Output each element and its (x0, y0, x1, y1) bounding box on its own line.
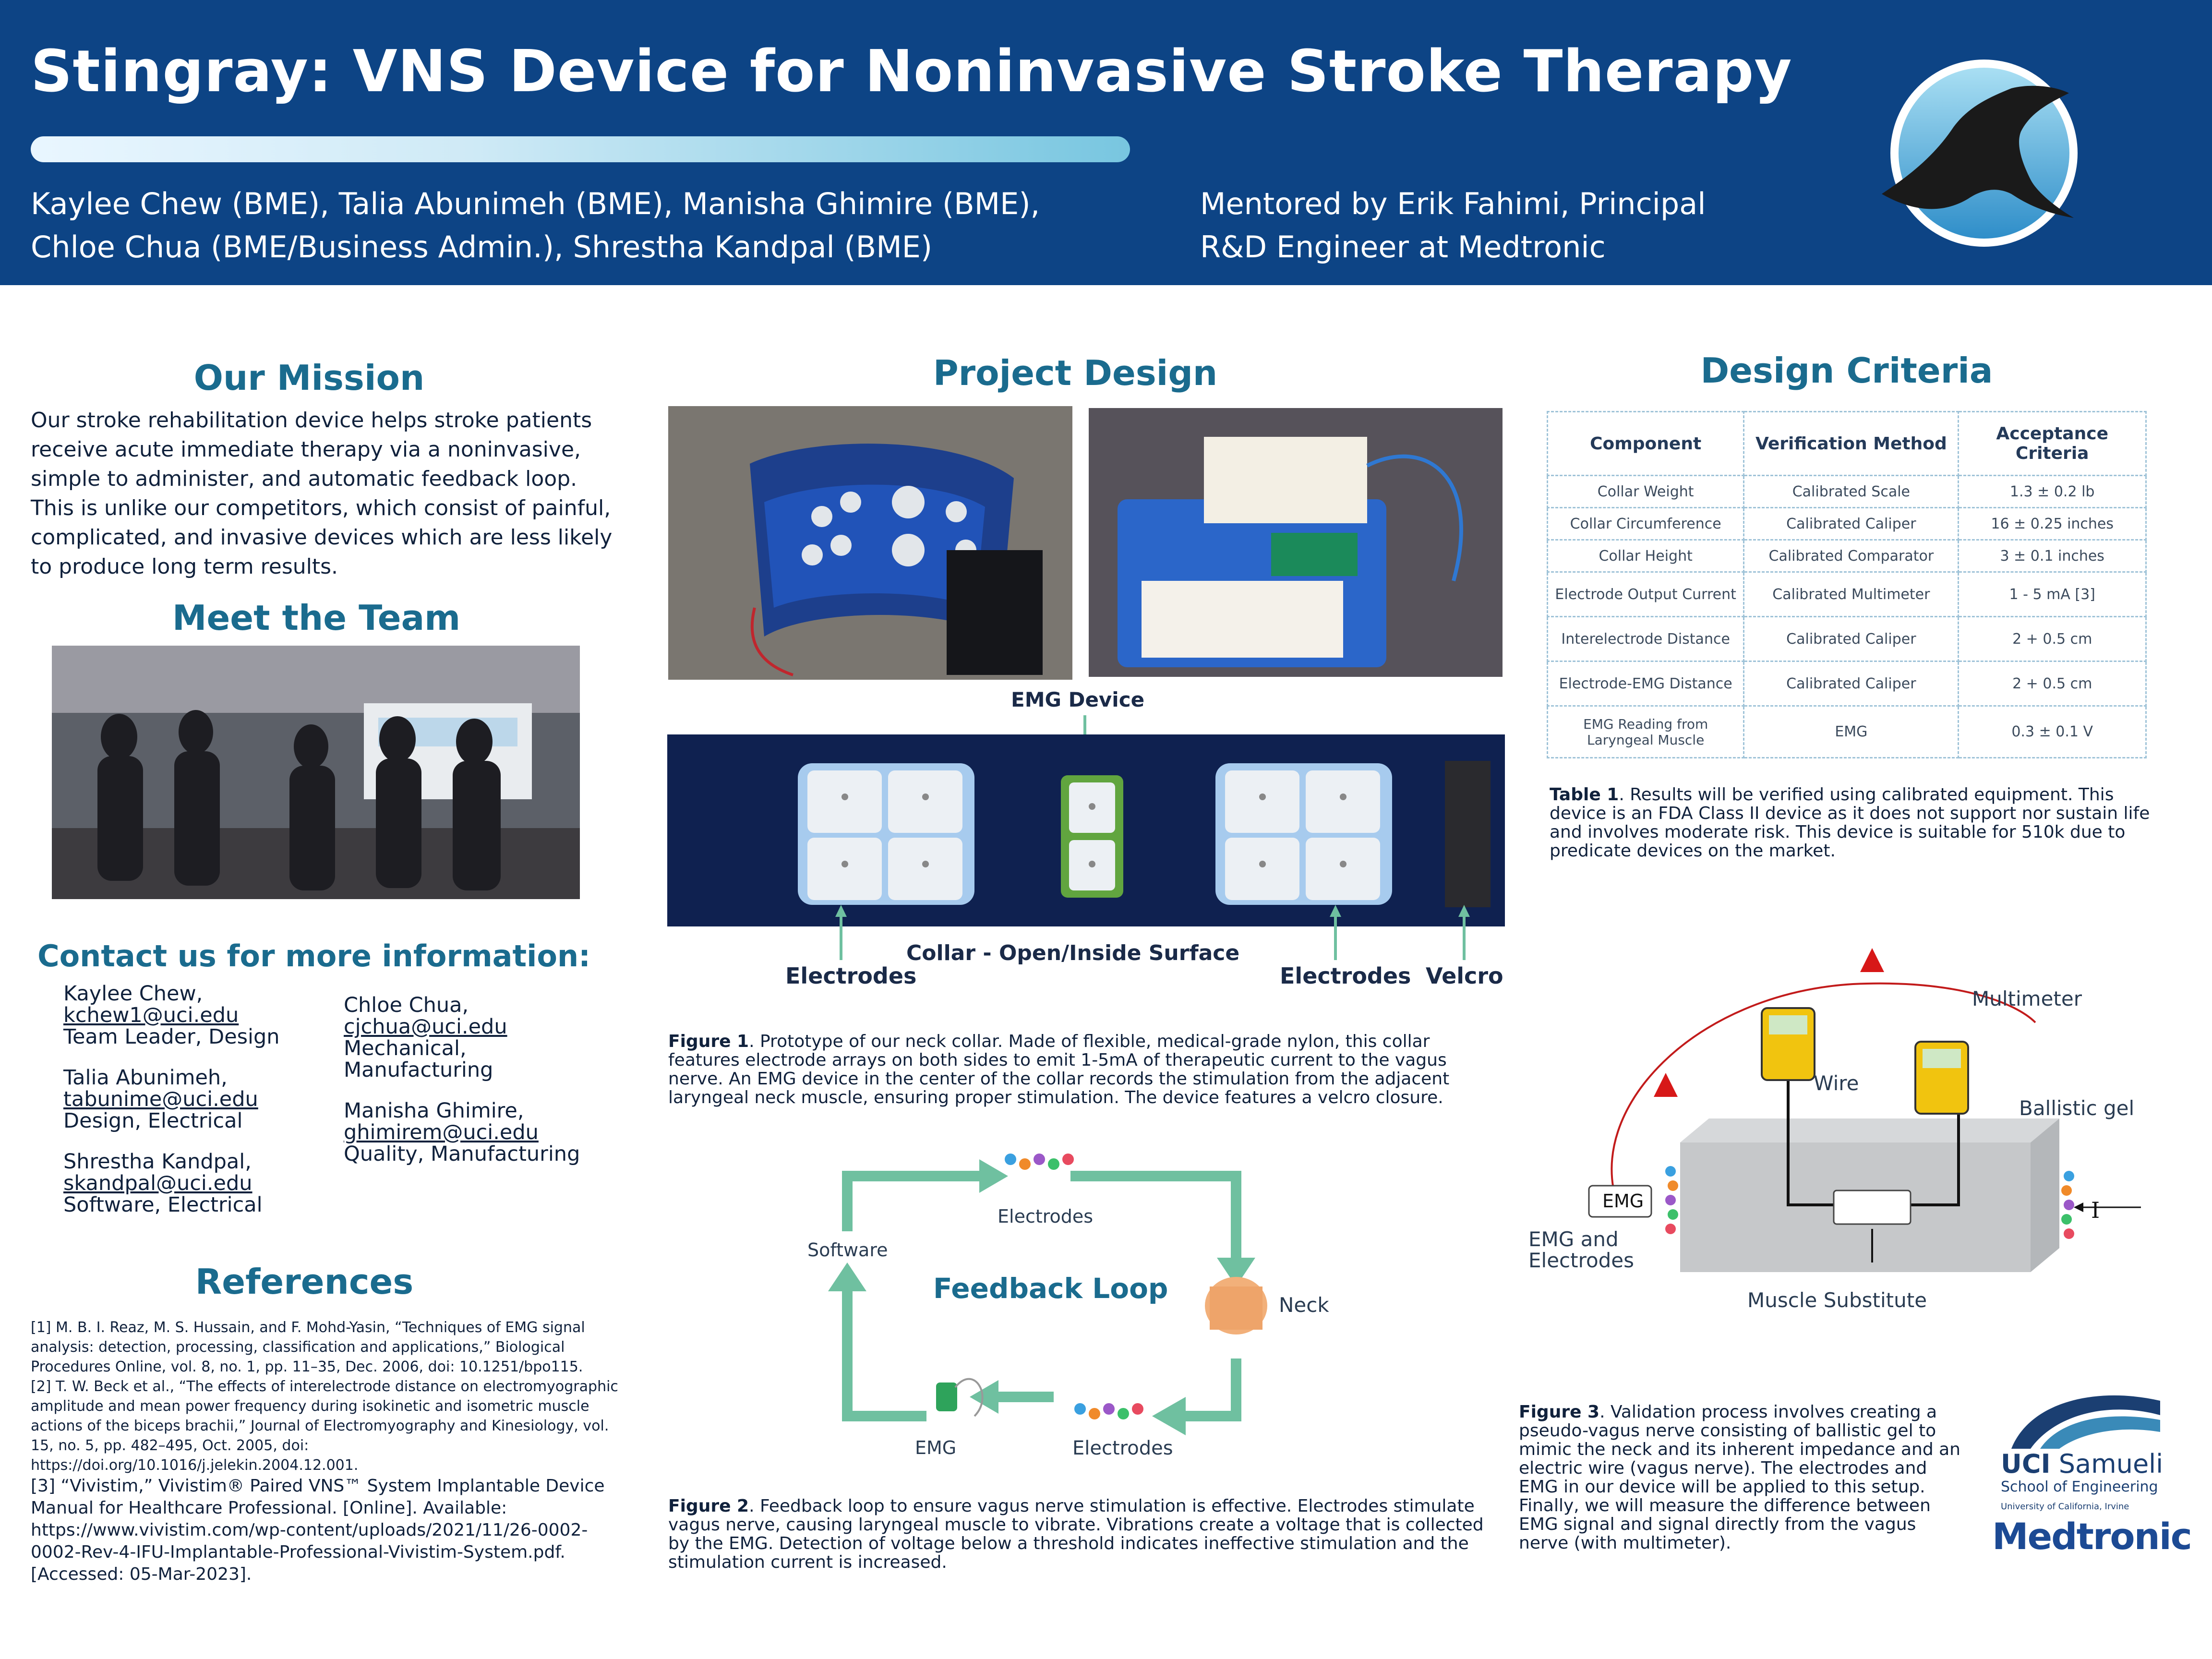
figure3-text: . Validation process involves creating a pseudo-vagus nerve consisting of ballistic gel to mimic the neck and its inherent impedance and an electric wire (vagus nerve). The electrodes and EMG in our device will be applied to this setup. Finally, we will measure the difference between EMG signal and signal directly from the vagus nerve (with multimeter). (1519, 1402, 1960, 1553)
mentor-line-2: R&D Engineer at Medtronic (1200, 229, 1606, 264)
table-cell: EMG Reading from Laryngeal Muscle (1548, 706, 1744, 758)
contact-email-link[interactable]: skandpal@uci.edu (63, 1171, 252, 1195)
emg-and-electrodes-label: EMG and Electrodes (1528, 1227, 1635, 1272)
table-cell: Collar Height (1548, 540, 1744, 572)
mentor-line-1: Mentored by Erik Fahimi, Principal (1200, 186, 1706, 221)
team-photo (52, 646, 580, 899)
table-header-row (1548, 412, 2146, 476)
velcro-label: Velcro (1426, 963, 1503, 989)
signal-indicator-top (1860, 948, 1884, 972)
contact-entry (63, 1067, 332, 1132)
references-heading: References (195, 1262, 414, 1302)
contact-email-link[interactable]: cjchua@uci.edu (344, 1015, 507, 1039)
current-symbol-label: I (2091, 1197, 2100, 1223)
table-cell: 1 - 5 mA [3] (1959, 572, 2146, 617)
table-row (1548, 508, 2146, 540)
multimeter-icon-2 (1915, 1042, 1968, 1114)
signal-indicator-left (1654, 1073, 1678, 1097)
flow-arrow-electrodes-neck (1070, 1176, 1236, 1258)
flow-arrow-software-electrodes (847, 1176, 979, 1231)
feedback-loop-title: Feedback Loop (933, 1272, 1168, 1305)
figure2-label: Figure 2 (668, 1496, 749, 1516)
table-cell: Calibrated Multimeter (1744, 572, 1959, 617)
design-criteria-table (1547, 411, 2147, 758)
uci-logo-uci: UCI (2001, 1449, 2051, 1479)
contact-role: Mechanical, Manufacturing (344, 1036, 493, 1082)
electrodes-left-label: Electrodes (785, 963, 917, 989)
table-cell: Collar Weight (1548, 476, 1744, 508)
contact-entry (63, 1151, 332, 1216)
figure1-label: Figure 1 (668, 1032, 749, 1051)
contact-col-1 (63, 983, 332, 1216)
table-cell: Electrode Output Current (1548, 572, 1744, 617)
table-row (1548, 540, 2146, 572)
contact-name: Chloe Chua, (344, 993, 469, 1017)
column-header: Verification Method (1744, 412, 1959, 476)
contact-entry (344, 1100, 584, 1165)
stingray-icon (1872, 60, 2093, 252)
table-cell: 3 ± 0.1 inches (1959, 540, 2146, 572)
project-design-heading: Project Design (933, 353, 1218, 393)
electrodes-top-icon (1005, 1154, 1074, 1170)
muscle-substitute-label: Muscle Substitute (1747, 1288, 1927, 1312)
table-cell: 2 + 0.5 cm (1959, 661, 2146, 706)
contact-entry (63, 983, 332, 1048)
feedback-emg-label: EMG (915, 1437, 957, 1458)
feedback-software-label: Software (807, 1239, 888, 1261)
table-cell: 16 ± 0.25 inches (1959, 508, 2146, 540)
flow-arrow-emg-software (847, 1291, 926, 1416)
table-cell: 0.3 ± 0.1 V (1959, 706, 2146, 758)
reference-item: [1] M. B. I. Reaz, M. S. Hussain, and F. Mohd-Yasin, “Techniques of EMG signal analysis: detection, processing, classification and applications,” Biological Procedures Online, vol. 8, no. 1, pp. 11–35, Dec. 2006, doi: 10.1251/bpo115. (31, 1319, 585, 1375)
title-underline-bar (31, 136, 1130, 162)
muscle-substitute-box (1834, 1190, 1911, 1224)
contact-role: Software, Electrical (63, 1193, 263, 1217)
flow-arrow-neck-electrodes (1186, 1358, 1236, 1416)
electrode-array-left (798, 763, 974, 905)
collar-prototype-photo (668, 406, 1072, 680)
contact-name: Manisha Ghimire, (344, 1099, 524, 1123)
table-cell: Collar Circumference (1548, 508, 1744, 540)
electrodes-left-icon (1665, 1166, 1678, 1234)
reference-item: [3] “Vivistim,” Vivistim® Paired VNS™ System Implantable Device Manual for Healthcare Professional. [Online]. Available: https://www.vivistim.com/wp-content/uploads/2021/11/26-0002-0002-Rev-4-IFU-Implantable-Professional-Vivistim-System.pdf. [Accessed: 05-Mar-2023]. (31, 1476, 605, 1584)
mission-text: Our stroke rehabilitation device helps stroke patients receive acute immediate therapy via a noninvasive, simple to administer, and automatic feedback loop. This is unlike our competitors, which consist of painful, complicated, and invasive devices which are less likely to produce long term results. (31, 408, 613, 579)
table1-text: . Results will be verified using calibrated equipment. This device is an FDA Class II device as it does not support nor sustain life and involves moderate risk. This device is suitable for 510k due to predicate devices on the market. (1550, 785, 2150, 861)
table-cell: EMG (1744, 706, 1959, 758)
figure3-caption (1519, 1403, 1970, 1552)
table-cell: 1.3 ± 0.2 lb (1959, 476, 2146, 508)
electrode-array-right (1215, 763, 1392, 905)
column-header: Acceptance Criteria (1959, 412, 2146, 476)
authors-line-1: Kaylee Chew (BME), Talia Abunimeh (BME), Manisha Ghimire (BME), (31, 186, 1040, 221)
figure3-label: Figure 3 (1519, 1402, 1600, 1422)
authors-line-2: Chloe Chua (BME/Business Admin.), Shrestha Kandpal (BME) (31, 229, 933, 264)
table-cell: 2 + 0.5 cm (1959, 617, 2146, 661)
feedback-electrodes-top-label: Electrodes (998, 1206, 1094, 1227)
table-cell: Interelectrode Distance (1548, 617, 1744, 661)
electrodes-right-label: Electrodes (1280, 963, 1411, 989)
figure1-text: . Prototype of our neck collar. Made of flexible, medical-grade nylon, this collar features electrode arrays on both sides to emit 1-5mA of therapeutic current to the vagus nerve. An EMG device in the center of the collar records the stimulation from the adjacent laryngeal neck muscle, ensuring proper stimulation. The device features a velcro closure. (668, 1032, 1450, 1107)
uci-logo-title (2001, 1449, 2163, 1479)
collar-label: Collar - Open/Inside Surface (906, 941, 1240, 965)
velcro-strip (1445, 761, 1491, 907)
uci-logo-university: University of California, Irvine (2001, 1502, 2129, 1512)
table-cell: Calibrated Caliper (1744, 508, 1959, 540)
column-header: Component (1548, 412, 1744, 476)
contact-name: Kaylee Chew, (63, 982, 203, 1006)
table-row (1548, 617, 2146, 661)
mentor-info (1200, 182, 1706, 269)
contact-role: Quality, Manufacturing (344, 1142, 580, 1166)
uci-arch-icon (2002, 1382, 2165, 1449)
uci-logo-samueli: Samueli (2058, 1449, 2164, 1479)
contact-email-link[interactable]: tabunime@uci.edu (63, 1087, 258, 1111)
poster-title: Stingray: VNS Device for Noninvasive Stroke Therapy (31, 38, 1792, 105)
electronics-prototype-photo (1089, 408, 1503, 677)
feedback-neck-label: Neck (1279, 1293, 1329, 1317)
table-cell: Calibrated Comparator (1744, 540, 1959, 572)
figure2-text: . Feedback loop to ensure vagus nerve stimulation is effective. Electrodes stimulate vagus nerve, causing laryngeal muscle to vibrate. Vibrations create a voltage that is collected by the EMG. Detection of voltage below a threshold indicates ineffective stimulation and the stimulation current is increased. (668, 1496, 1484, 1572)
electrodes-bottom-icon (1074, 1403, 1143, 1419)
author-list (31, 182, 1040, 269)
table-cell: Electrode-EMG Distance (1548, 661, 1744, 706)
table-row (1548, 476, 2146, 508)
feedback-electrodes-bottom-label: Electrodes (1072, 1437, 1173, 1459)
design-criteria-heading: Design Criteria (1700, 350, 1993, 391)
neck-icon (1205, 1277, 1267, 1334)
contact-col-2 (344, 995, 584, 1165)
table-row (1548, 706, 2146, 758)
contact-role: Team Leader, Design (63, 1025, 280, 1049)
table-row (1548, 572, 2146, 617)
table-cell: Calibrated Scale (1744, 476, 1959, 508)
table-cell: Calibrated Caliper (1744, 661, 1959, 706)
table1-label: Table 1 (1550, 785, 1619, 805)
contact-name: Talia Abunimeh, (63, 1066, 228, 1090)
collar-diagram (667, 710, 1507, 979)
emg-box-label: EMG (1602, 1190, 1644, 1212)
reference-list (31, 1318, 636, 1586)
team-heading: Meet the Team (172, 598, 461, 638)
ballistic-gel-label: Ballistic gel (2019, 1096, 2135, 1120)
table1-caption (1550, 785, 2154, 860)
contact-email-link[interactable]: kchew1@uci.edu (63, 1003, 239, 1027)
contact-heading: Contact us for more information: (37, 938, 590, 974)
uci-logo-school: School of Engineering (2001, 1479, 2158, 1495)
table-row (1548, 661, 2146, 706)
emg-device-label: EMG Device (1011, 688, 1145, 711)
medtronic-logo: Medtronic (1992, 1515, 2191, 1558)
emg-device-pad (1061, 775, 1123, 898)
contact-role: Design, Electrical (63, 1109, 243, 1133)
reference-item: [2] T. W. Beck et al., “The effects of interelectrode distance on electromyographic amplitude and mean power frequency during isokinetic and isometric muscle actions of the biceps brachii,” Journal of Electromyography and Kinesiology, vol. 15, no. 5, pp. 482–495, Oct. 2005, doi: https://doi.org/10.1016/j.jelekin.2004.12.001. (31, 1378, 618, 1474)
figure1-caption (668, 1032, 1503, 1107)
figure2-caption (668, 1497, 1484, 1572)
table-cell: Calibrated Caliper (1744, 617, 1959, 661)
contact-entry (344, 995, 584, 1081)
contact-email-link[interactable]: ghimirem@uci.edu (344, 1120, 539, 1144)
wire-label: Wire (1814, 1071, 1859, 1095)
mission-heading: Our Mission (193, 358, 425, 398)
contact-name: Shrestha Kandpal, (63, 1150, 252, 1174)
multimeter-icon-1 (1762, 1008, 1815, 1080)
multimeter-label: Multimeter (1972, 987, 2082, 1010)
electrodes-right-icon (2061, 1171, 2074, 1239)
